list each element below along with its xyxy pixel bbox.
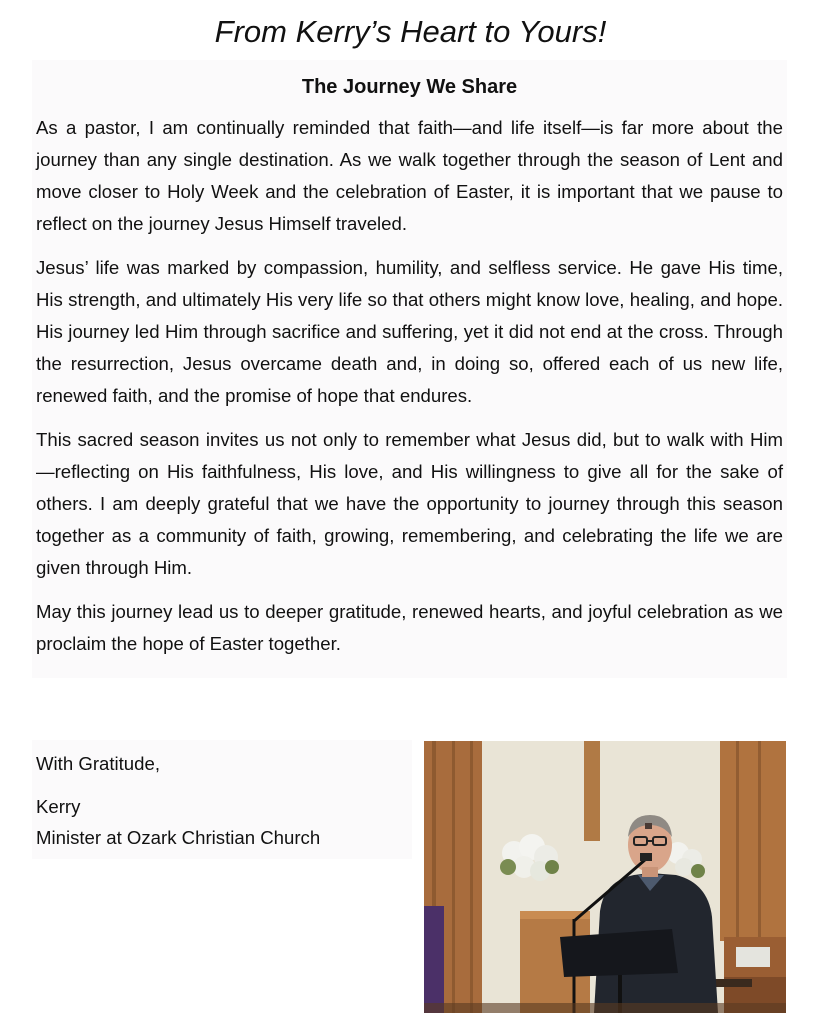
right-wood-panel	[720, 741, 786, 941]
paragraph-2: Jesus’ life was marked by compassion, humility, and selfless service. He gave His time, His strength, and ultimately His very life so that others might know love, healing, and hope. His journey led Him through sacrifice and suffering, yet it did not end at the cross. Through the resurrection, Jesus overcame death and, in doing so, offered each of us new life, renewed faith, and the promise of hope that endures.	[36, 257, 783, 406]
signer-name: Kerry	[36, 796, 81, 817]
music-stand	[560, 929, 678, 977]
microphone-icon	[640, 853, 652, 861]
paragraph-4: May this journey lead us to deeper gratitude, renewed hearts, and joyful celebration as we proclaim the hope of Easter together.	[36, 601, 783, 654]
salutation: With Gratitude,	[36, 753, 161, 774]
pastor-photo	[424, 741, 786, 1013]
article	[32, 60, 787, 678]
signer-role: Minister at Ozark Christian Church	[36, 827, 321, 848]
signature-block	[32, 740, 412, 859]
pastor-photo-illustration	[424, 741, 786, 1013]
paragraph-1: As a pastor, I am continually reminded that faith—and life itself—is far more about the journey than any single destination. As we walk together through the season of Lent and move closer to Holy Week and the celebration of Easter, it is important that we pause to reflect on the journey Jesus Himself traveled.	[36, 117, 783, 234]
cross-icon	[584, 741, 600, 841]
page-title: From Kerry’s Heart to Yours!	[214, 14, 607, 49]
paragraph-3: This sacred season invites us not only to remember what Jesus did, but to walk with Him—reflecting on His faithfulness, His love, and His willingness to give all for the sake of others. I am deeply grateful that we have the opportunity to journey through this season together as a community of faith, growing, remembering, and celebrating the life we are given through Him.	[36, 429, 783, 578]
article-heading: The Journey We Share	[301, 76, 518, 98]
